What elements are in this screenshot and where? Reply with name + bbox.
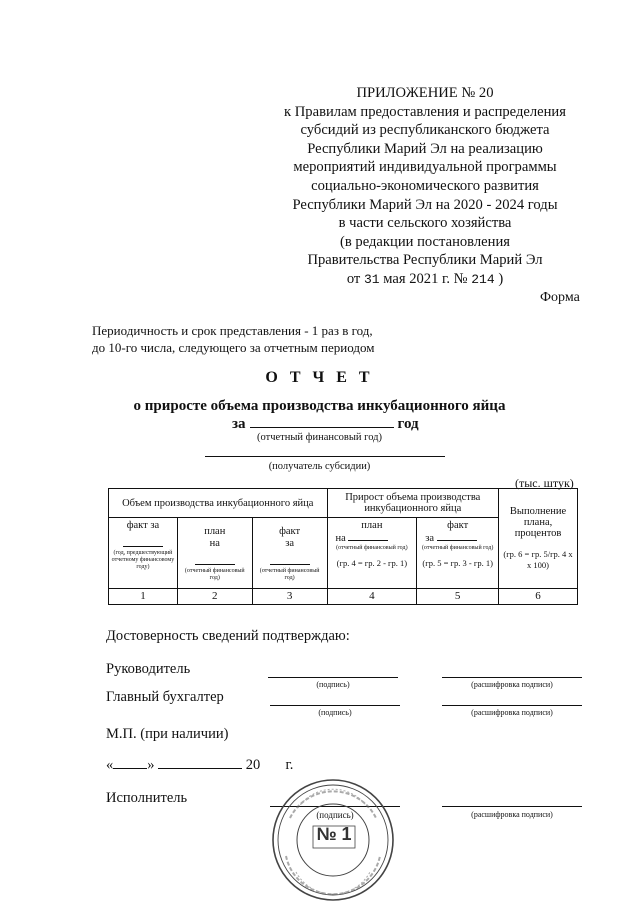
period-caption: (отчетный финансовый год): [257, 432, 382, 443]
col-number: 1: [109, 589, 178, 605]
periodicity-line: Периодичность и срок представления - 1 раз в год,: [92, 323, 373, 338]
col5-title: факт: [447, 520, 469, 531]
report-subtitle: о приросте объема производства инкубационного яйца: [133, 398, 506, 414]
head-decode-line[interactable]: [442, 677, 582, 678]
confirm-statement: Достоверность сведений подтверждаю:: [106, 628, 350, 644]
for-suffix: год: [397, 416, 419, 432]
col6-formula: (гр. 6 = гр. 5/гр. 4 х х 100): [503, 549, 573, 570]
report-table: [108, 488, 578, 605]
date-line: [106, 757, 293, 774]
executor-label: Исполнитель: [106, 790, 188, 806]
day-blank[interactable]: [113, 768, 147, 769]
col1-title: факт за: [126, 520, 160, 531]
group-header-volume: Объем производства инкубационного яйца: [109, 489, 328, 518]
appendix-line: мероприятий индивидуальной программы: [293, 159, 557, 176]
date-day: 31: [363, 271, 380, 287]
col1-note: (год, предшествующий отчетному финансовому году): [111, 550, 175, 570]
col4-na: на: [335, 533, 346, 544]
stamp-number: № 1: [316, 824, 352, 844]
month-blank[interactable]: [158, 768, 242, 769]
appendix-line: в части сельского хозяйства: [338, 215, 512, 232]
col-number: 2: [177, 589, 252, 605]
accountant-decode-line[interactable]: [442, 705, 582, 706]
seal-note: М.П. (при наличии): [106, 726, 229, 742]
col4-header: [327, 518, 417, 589]
periodicity-line: до 10-го числа, следующего за отчетным периодом: [92, 340, 375, 355]
executor-decode-caption: (расшифровка подписи): [471, 810, 553, 819]
date-close: ): [498, 270, 504, 287]
report-title: О Т Ч Е Т: [265, 369, 374, 386]
periodicity-note: [92, 322, 374, 356]
appendix-line: социально-экономического развития: [311, 177, 539, 194]
col5-header: [417, 518, 499, 589]
col5-formula: (гр. 5 = гр. 3 - гр. 1): [422, 558, 493, 568]
col-number: 5: [417, 589, 499, 605]
col2-title: план на: [204, 526, 226, 549]
col5-note: (отчетный финансовый год): [421, 545, 494, 551]
quote-close: »: [147, 757, 155, 773]
group-header-growth: Прирост объема производства инкубационного яйца: [327, 489, 499, 518]
col5-blank[interactable]: [437, 532, 477, 541]
appendix-header: [270, 84, 580, 290]
accountant-decode-caption: (расшифровка подписи): [471, 708, 553, 717]
year-suffix: г.: [285, 757, 294, 773]
col4-formula: (гр. 4 = гр. 2 - гр. 1): [336, 558, 408, 568]
accountant-signature-caption: (подпись): [318, 708, 352, 717]
col-number: 3: [252, 589, 327, 605]
accountant-signature-line[interactable]: [270, 705, 400, 706]
col1-blank[interactable]: [123, 538, 163, 547]
col6-header: [499, 489, 578, 589]
col5-za: за: [425, 533, 435, 544]
accountant-label: Главный бухгалтер: [106, 689, 224, 705]
appendix-line: субсидий из республиканского бюджета: [300, 122, 550, 139]
executor-signature-caption: (подпись): [316, 810, 354, 820]
appendix-line: (в редакции постановления: [340, 233, 510, 250]
head-signature-line[interactable]: [268, 677, 398, 678]
col6-title: Выполнение плана, процентов: [509, 506, 567, 539]
col3-title: факт за: [279, 526, 301, 549]
head-decode-caption: (расшифровка подписи): [471, 680, 553, 689]
year-prefix: 20: [245, 757, 261, 773]
col3-blank[interactable]: [270, 556, 310, 565]
executor-decode-line[interactable]: [442, 806, 582, 807]
recipient-blank[interactable]: [205, 456, 445, 457]
col4-blank[interactable]: [348, 532, 388, 541]
head-label: Руководитель: [106, 661, 191, 677]
for-prefix: за: [232, 416, 246, 432]
col-number: 4: [327, 589, 417, 605]
appendix-line: Республики Марий Эл на 2020 - 2024 годы: [292, 196, 558, 213]
date-number: 214: [471, 271, 495, 287]
period-blank[interactable]: [250, 414, 394, 428]
units-label: (тыс. штук): [515, 476, 574, 490]
col2-note: (отчетный финансовый год): [184, 568, 245, 581]
date-prefix: от: [346, 270, 361, 287]
date-rest: мая 2021 г. №: [383, 270, 468, 287]
col2-header: [177, 518, 252, 589]
appendix-date-line: [270, 270, 580, 290]
appendix-line: Правительства Республики Марий Эл: [307, 252, 543, 269]
appendix-line: Республики Марий Эл на реализацию: [307, 140, 543, 157]
col1-header: [109, 518, 178, 589]
recipient-caption: (получатель субсидии): [268, 461, 371, 472]
col3-header: [252, 518, 327, 589]
appendix-line: ПРИЛОЖЕНИЕ № 20: [356, 85, 494, 101]
appendix-line: к Правилам предоставления и распределения: [284, 103, 566, 120]
head-signature-caption: (подпись): [316, 680, 350, 689]
col4-title: план: [361, 520, 383, 531]
col3-note: (отчетный финансовый год): [259, 568, 320, 581]
col2-blank[interactable]: [195, 556, 235, 565]
form-label: Форма: [540, 290, 580, 305]
col-number: 6: [499, 589, 578, 605]
quote-open: «: [106, 757, 114, 773]
report-period-line: [232, 414, 472, 433]
col4-note: (отчетный финансовый год): [336, 545, 408, 551]
official-stamp: [268, 778, 398, 903]
